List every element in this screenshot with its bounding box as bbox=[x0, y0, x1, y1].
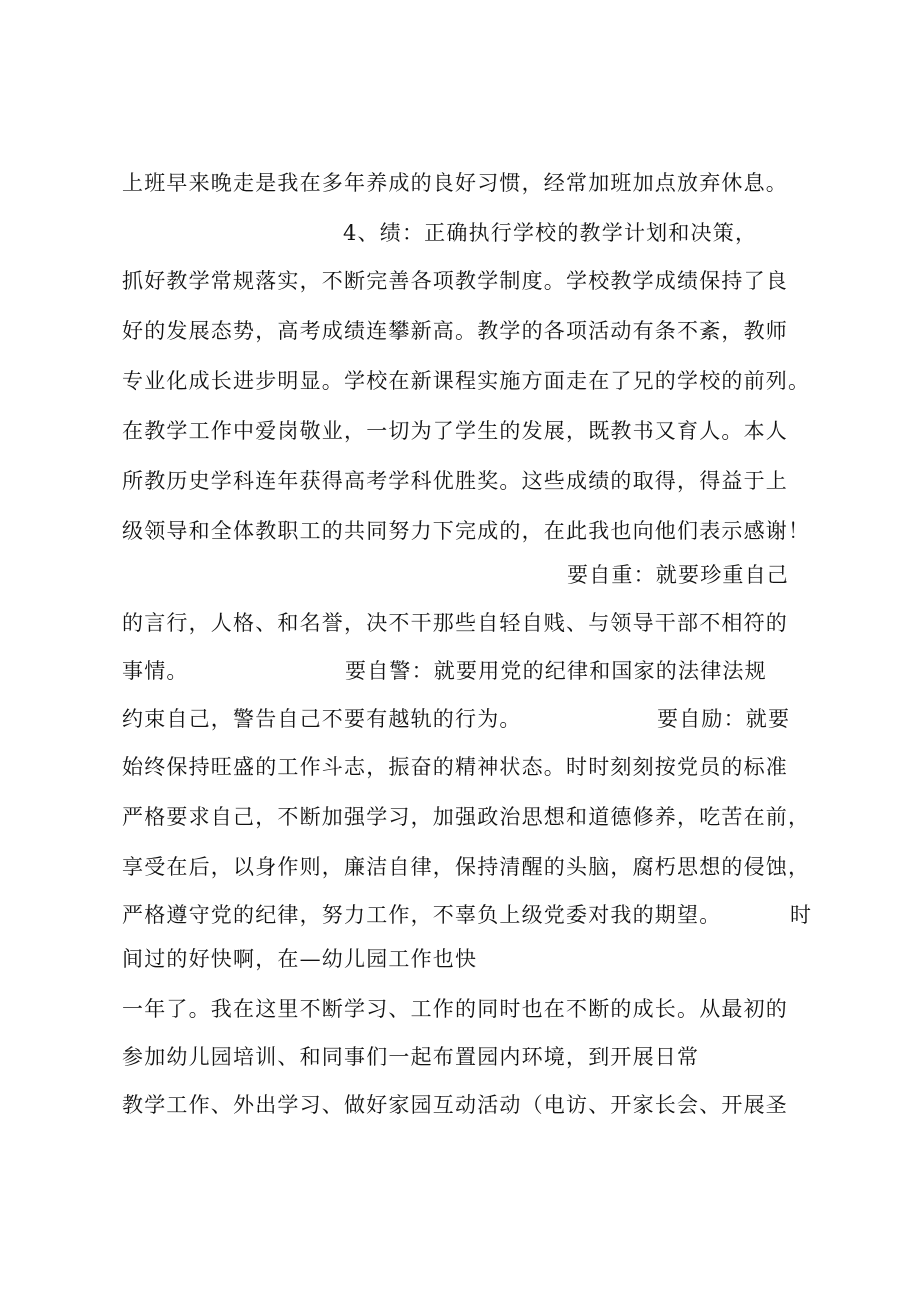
text-line-3: 抓好教学常规落实，不断完善各项教学制度。学校教学成绩保持了良 bbox=[122, 269, 788, 293]
text-line-1: 上班早来晚走是我在多年养成的良好习惯，经常加班加点放弃休息。 bbox=[122, 171, 788, 195]
text-line-16: 严格要求自己，不断加强学习，加强政治思想和道德修养，吃苦在前， bbox=[122, 805, 811, 829]
text-line-8: 级领导和全体教职工的共同努力下完成的，在此我也向他们表示感谢！ bbox=[122, 519, 811, 543]
text-line-6: 在教学工作中爱岗敬业，一切为了学生的发展，既教书又育人。本人 bbox=[122, 419, 788, 443]
text-line-23: 教学工作、外出学习、做好家园互动活动（电访、开家长会、开展圣 bbox=[122, 1093, 788, 1117]
text-line-12: 要自警：就要用党的纪律和国家的法律法规 bbox=[345, 659, 767, 683]
text-line-17: 享受在后，以身作则，廉洁自律，保持清醒的头脑，腐朽思想的侵蚀， bbox=[122, 855, 811, 879]
text-line-5: 专业化成长进步明显。学校在新课程实施方面走在了兄的学校的前列。 bbox=[122, 369, 811, 393]
text-line-10: 的言行，人格、和名誉，决不干那些自轻自贱、与领导干部不相符的 bbox=[122, 611, 788, 635]
text-line-19: 时 bbox=[790, 903, 813, 927]
text-line-11: 事情。 bbox=[122, 659, 189, 683]
text-line-14: 要自励：就要 bbox=[657, 707, 791, 731]
text-line-7: 所教历史学科连年获得高考学科优胜奖。这些成绩的取得，得益于上 bbox=[122, 469, 788, 493]
text-line-9: 要自重：就要珍重自己 bbox=[567, 563, 789, 587]
text-line-18: 严格遵守党的纪律，努力工作，不辜负上级党委对我的期望。 bbox=[122, 903, 722, 927]
text-line-4: 好的发展态势，高考成绩连攀新高。教学的各项活动有条不紊，教师 bbox=[122, 319, 788, 343]
text-line-2: 4、绩：正确执行学校的教学计划和决策， bbox=[343, 221, 758, 245]
text-line-20: 间过的好快啊，在—幼儿园工作也快 bbox=[122, 947, 478, 971]
text-line-15: 始终保持旺盛的工作斗志，振奋的精神状态。时时刻刻按党员的标准 bbox=[122, 755, 788, 779]
text-line-21: 一年了。我在这里不断学习、工作的同时也在不断的成长。从最初的 bbox=[122, 997, 788, 1021]
text-line-13: 约束自己，警告自己不要有越轨的行为。 bbox=[122, 707, 522, 731]
text-line-22: 参加幼儿园培训、和同事们一起布置园内环境，到开展日常 bbox=[122, 1045, 700, 1069]
